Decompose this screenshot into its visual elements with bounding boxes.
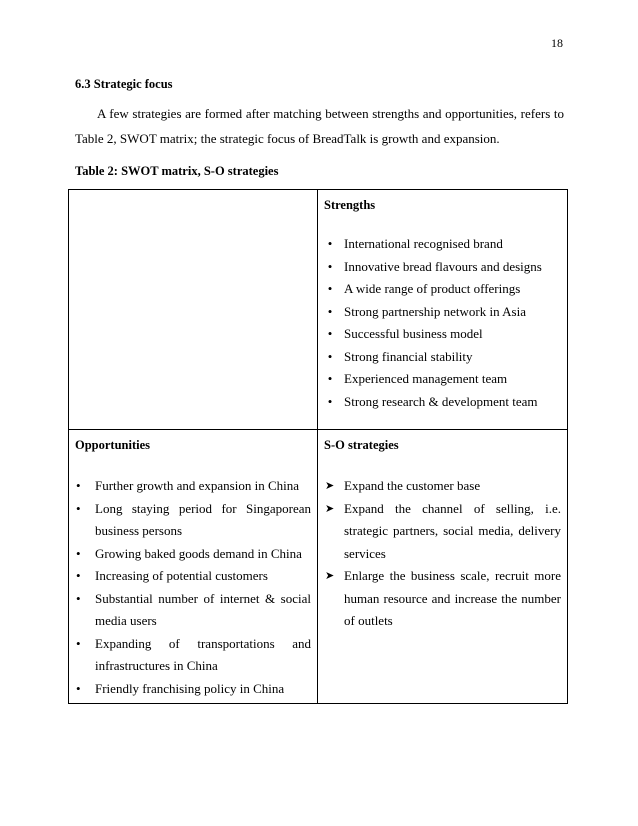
list-item-text: Further growth and expansion in China [95,478,299,493]
so-strategies-cell [318,430,568,704]
list-item-text: Expand the channel of selling, i.e. strategic partners, social media, delivery services [344,500,561,561]
list-item-text: Experienced management team [344,371,508,386]
so-strategies-list [318,475,567,633]
list-item [72,565,317,588]
list-item [321,391,567,414]
bullet-icon: • [327,281,333,296]
list-item-text: Strong research & development team [344,393,538,409]
table-caption: Table 2: SWOT matrix, S-O strategies [75,164,279,178]
table-row [69,190,568,430]
list-item [72,633,317,678]
opportunities-list [69,475,317,700]
bullet-icon: • [76,545,81,561]
list-item [321,233,567,256]
page-number: 18 [551,36,563,50]
so-strategies-header: S-O strategies [324,438,399,452]
list-item-text: International recognised brand [344,236,503,251]
list-item [321,565,567,633]
opportunities-header: Opportunities [75,438,151,452]
bullet-icon: • [327,393,333,409]
list-item-text: Expanding of transportations and infrastructures in China [95,635,311,673]
bullet-icon: • [76,500,81,516]
bullet-icon: • [327,348,333,364]
list-item-text: Increasing of potential customers [95,568,268,583]
list-item [321,323,567,346]
intro-text: A few strategies are formed after matching between strengths and opportunities, refers to Table 2, SWOT matrix; the strategic focus of BreadTalk is growth and expansion. [75,106,564,146]
list-item-text: Strong partnership network in Asia [344,303,526,319]
table-row [69,430,568,704]
strengths-cell [318,190,568,430]
bullet-icon: • [76,680,81,696]
bullet-icon: • [327,326,333,341]
bullet-icon: • [76,478,81,493]
list-item-text: Enlarge the business scale, recruit more human resource and increase the number of outlets [344,568,561,628]
arrow-bullet-icon: ➤ [325,570,335,582]
list-item-text: Expand the customer base [344,478,481,493]
list-item [321,301,567,324]
list-item [321,256,567,279]
list-item [72,588,317,633]
list-item-text: Long staying period for Singaporean business persons [95,500,311,538]
bullet-icon: • [327,371,333,386]
list-item [321,368,567,391]
bullet-icon: • [327,258,333,274]
bullet-icon: • [76,635,81,651]
list-item [72,475,317,498]
list-item [72,678,317,701]
list-item-text: Substantial number of internet & social media users [95,590,311,628]
list-item-text: Growing baked goods demand in China [95,545,302,561]
swot-matrix-table [68,189,568,704]
bullet-icon: • [76,590,81,606]
list-item [321,346,567,369]
list-item-text: Innovative bread flavours and designs [344,258,542,274]
bullet-icon: • [76,568,81,583]
arrow-bullet-icon: ➤ [325,502,335,515]
list-item [321,475,567,498]
arrow-bullet-icon: ➤ [325,480,335,492]
list-item [321,498,567,566]
list-item [321,278,567,301]
section-heading: 6.3 Strategic focus [75,77,173,91]
strengths-list [318,233,567,413]
list-item-text: Strong financial stability [344,348,473,364]
intro-paragraph [75,101,564,151]
bullet-icon: • [327,303,333,319]
empty-corner-cell [69,190,318,430]
list-item-text: A wide range of product offerings [344,281,521,296]
strengths-header: Strengths [324,198,376,212]
list-item [72,543,317,566]
list-item-text: Friendly franchising policy in China [95,680,285,696]
list-item-text: Successful business model [344,326,483,341]
bullet-icon: • [327,236,333,251]
list-item [72,498,317,543]
opportunities-cell [69,430,318,704]
